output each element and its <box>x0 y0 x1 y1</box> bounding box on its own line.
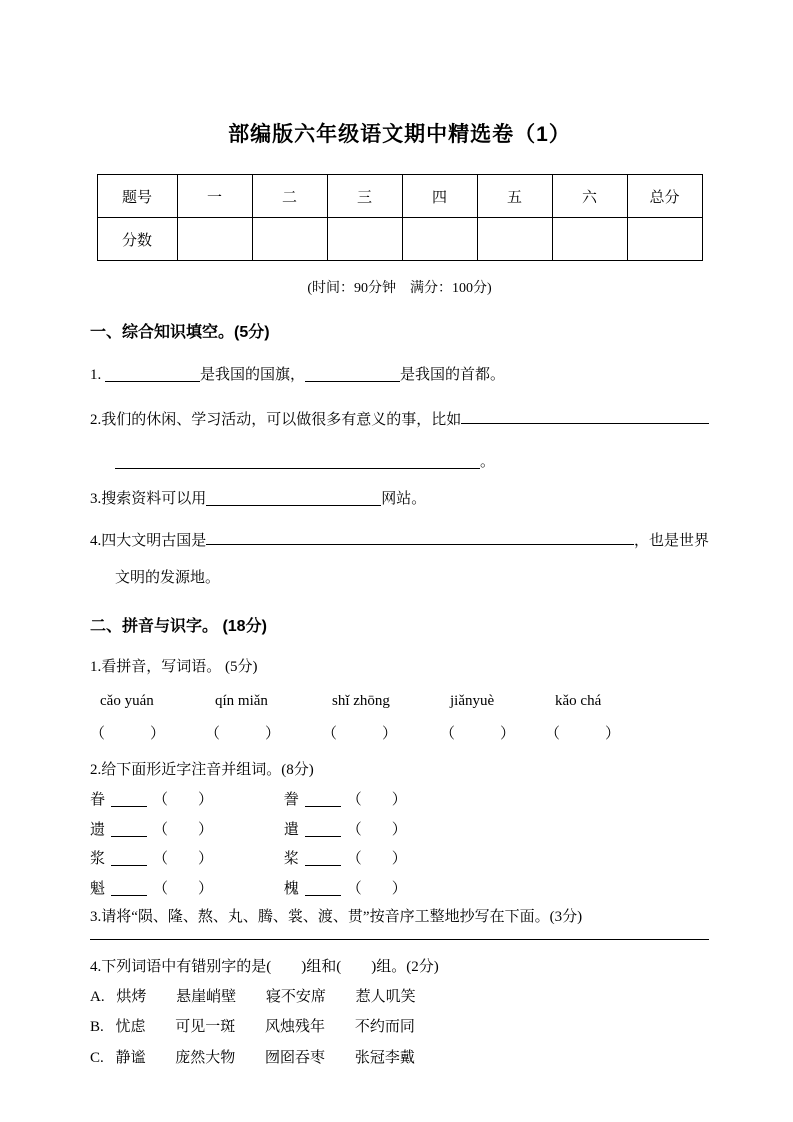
option-label: C. <box>90 1049 104 1066</box>
character: 浆 <box>90 851 106 867</box>
score-table-header-row <box>97 175 702 218</box>
score-cell-empty <box>477 218 552 261</box>
question-number: 1. <box>90 367 102 383</box>
answer-paren: （ ） <box>440 725 516 742</box>
option-word: 寝不安席 <box>265 989 326 1005</box>
answer-paren: （ ） <box>346 792 407 808</box>
character: 桨 <box>283 851 299 867</box>
char-entry <box>284 789 474 812</box>
char-entry <box>90 848 280 871</box>
score-table-col-2: 二 <box>252 175 327 218</box>
character: 誊 <box>283 792 299 808</box>
pinyin-word: kǎo chá <box>555 692 602 709</box>
char-compare-row <box>90 789 709 812</box>
option-word: 静谧 <box>115 1049 146 1066</box>
option-label: A. <box>90 989 105 1005</box>
option-word: 烘烤 <box>116 989 147 1005</box>
score-table-col-1: 一 <box>177 175 252 218</box>
exam-info-line: (时间：90分钟 满分：100分) <box>307 281 492 296</box>
character: 遗 <box>90 821 106 838</box>
answer-rule-line <box>90 939 709 940</box>
answer-blank <box>115 455 480 469</box>
section1-heading: 一、综合知识填空。(5分) <box>90 324 270 341</box>
option-word: 风烛残年 <box>265 1019 326 1036</box>
option-word: 忧虑 <box>115 1019 146 1036</box>
s1-question-4-line2 <box>90 567 709 590</box>
character: 槐 <box>283 880 299 897</box>
score-cell-empty <box>327 218 402 261</box>
char-entry <box>90 789 280 812</box>
char-compare-row <box>90 819 709 842</box>
question-text: 。 <box>480 454 496 470</box>
question-text: 2.我们的休闲、学习活动，可以做很多有意义的事，比如 <box>90 411 462 428</box>
pinyin-row <box>90 693 709 710</box>
option-word: 囫囵吞枣 <box>265 1049 326 1066</box>
answer-paren: （ ） <box>346 851 407 867</box>
score-cell-empty <box>402 218 477 261</box>
option-row-a <box>90 986 709 1009</box>
pinyin-blank <box>305 882 341 896</box>
question-text: 文明的发源地。 <box>115 569 221 586</box>
option-word: 惹人叽笑 <box>355 989 416 1005</box>
char-compare-row <box>90 878 709 901</box>
pinyin-word: jiǎnyuè <box>450 692 495 709</box>
s1-question-2-line1 <box>90 409 709 432</box>
answer-paren: （ ） <box>153 792 214 808</box>
pinyin-blank <box>111 852 147 866</box>
pinyin-blank <box>305 823 341 837</box>
score-table-label-score: 分数 <box>97 218 177 261</box>
answer-blank <box>305 368 400 382</box>
score-table-label-question-no: 题号 <box>97 175 177 218</box>
question-text: 是我国的首都。 <box>400 367 506 383</box>
answer-paren: （ ） <box>322 725 398 742</box>
score-cell-empty <box>552 218 627 261</box>
score-table-col-5: 五 <box>477 175 552 218</box>
s1-question-1 <box>90 364 709 387</box>
answer-blank <box>461 423 709 424</box>
pinyin-blank <box>305 793 341 807</box>
character: 眷 <box>90 792 106 808</box>
score-table-score-row <box>97 218 702 261</box>
option-word: 可见一斑 <box>175 1019 236 1036</box>
option-word: 张冠李戴 <box>354 1049 415 1066</box>
question-text: ，也是世界 <box>633 533 709 549</box>
answer-blank <box>206 492 381 506</box>
option-row-b <box>90 1016 709 1039</box>
answer-paren: （ ） <box>346 821 407 838</box>
option-word: 不约而同 <box>354 1019 415 1036</box>
question-text: 3.搜索资料可以用 <box>90 490 207 507</box>
answer-blank <box>105 368 200 382</box>
pinyin-word: qín miǎn <box>215 692 268 709</box>
page-title: 部编版六年级语文期中精选卷（1） <box>228 123 571 146</box>
answer-paren: （ ） <box>90 725 166 742</box>
pinyin-blank <box>111 793 147 807</box>
char-entry <box>90 878 280 901</box>
s2-question-2-label: 2.给下面形近字注音并组词。(8分) <box>90 761 314 778</box>
char-entry <box>90 819 280 842</box>
s2-question-1-label: 1.看拼音，写词语。 (5分) <box>90 659 258 675</box>
question-text: 是我国的国旗， <box>200 367 306 383</box>
pinyin-blank <box>305 852 341 866</box>
answer-paren: （ ） <box>545 725 621 742</box>
score-table-col-total: 总分 <box>627 175 702 218</box>
score-cell-empty <box>177 218 252 261</box>
character: 遣 <box>283 821 299 838</box>
char-compare-row <box>90 848 709 871</box>
s2-question-3-label: 3.请将“陨、隆、熬、丸、腾、裳、渡、贯”按音序工整地抄写在下面。(3分) <box>90 909 583 925</box>
s1-question-2-line2 <box>90 451 709 474</box>
s1-question-3 <box>90 488 709 511</box>
pinyin-blank <box>111 882 147 896</box>
option-label: B. <box>90 1019 104 1036</box>
s1-question-4-line1 <box>90 530 709 553</box>
question-text: 4.四大文明古国是 <box>90 533 207 549</box>
score-cell-empty <box>252 218 327 261</box>
option-row-c <box>90 1047 709 1070</box>
s2-question-4-label: 4.下列词语中有错别字的是( )组和( )组。(2分) <box>90 958 439 975</box>
question-text: 网站。 <box>381 490 427 507</box>
answer-paren: （ ） <box>153 880 214 897</box>
answer-paren-row <box>90 722 709 743</box>
character: 魁 <box>90 880 106 897</box>
score-cell-empty <box>627 218 702 261</box>
pinyin-blank <box>111 823 147 837</box>
answer-paren: （ ） <box>153 851 214 867</box>
option-word: 庞然大物 <box>175 1049 236 1066</box>
score-table-col-4: 四 <box>402 175 477 218</box>
char-entry <box>284 848 474 871</box>
score-table-col-3: 三 <box>327 175 402 218</box>
score-table-col-6: 六 <box>552 175 627 218</box>
score-table <box>97 174 703 261</box>
pinyin-word: shǐ zhōng <box>332 692 390 709</box>
section2-heading: 二、拼音与识字。 (18分) <box>90 618 267 635</box>
char-entry <box>284 878 474 901</box>
option-word: 悬崖峭壁 <box>176 989 237 1005</box>
answer-paren: （ ） <box>153 821 214 838</box>
char-entry <box>284 819 474 842</box>
answer-blank <box>206 544 634 545</box>
answer-paren: （ ） <box>205 725 281 742</box>
answer-paren: （ ） <box>346 880 407 897</box>
pinyin-word: cǎo yuán <box>100 692 154 709</box>
